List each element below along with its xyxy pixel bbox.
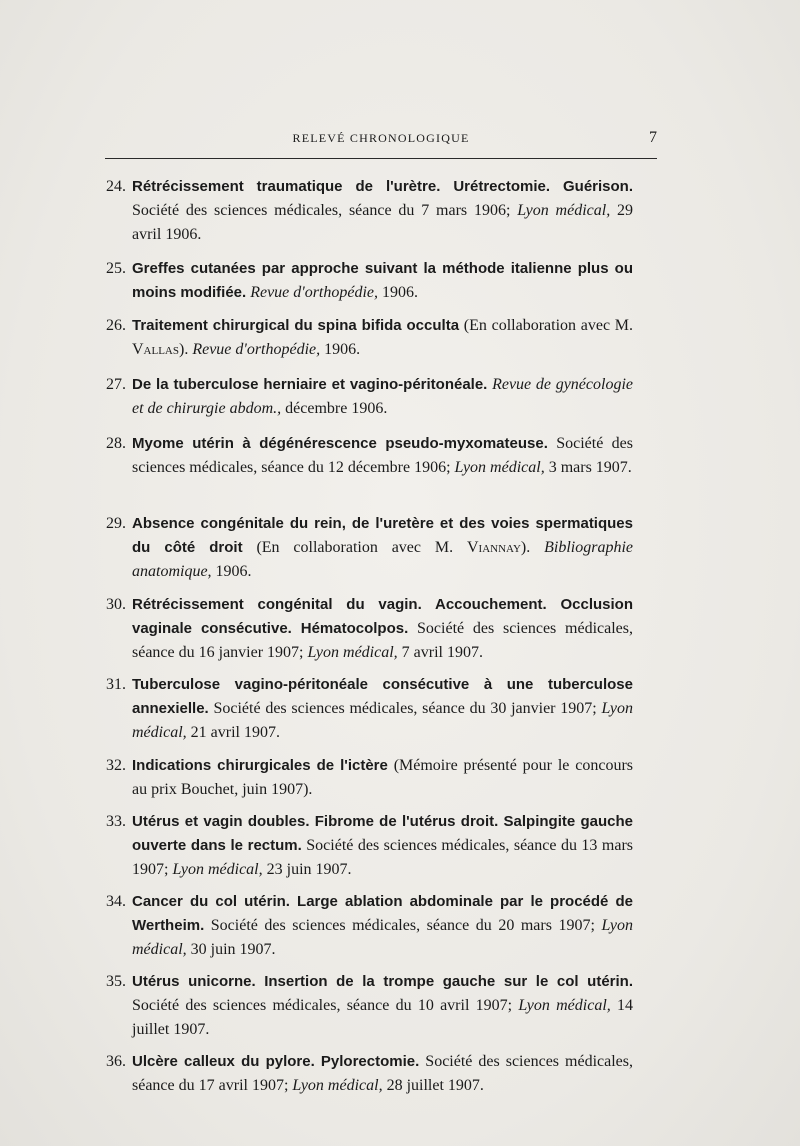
entry-28: [106, 432, 633, 480]
entry-text: Société des sciences médicales, séance du 10 avril 1907;: [132, 997, 519, 1014]
entry-number: 29.: [106, 515, 126, 532]
entry-text: Société des sciences médicales, séance du 16 janvier 1907;: [132, 620, 633, 661]
entry-date: 1906.: [378, 284, 419, 301]
entry-text: Société des sciences médicales, séance du 17 avril 1907;: [132, 1053, 633, 1094]
entry-date: décembre 1906.: [281, 400, 388, 417]
entry-number: 33.: [106, 813, 126, 830]
entry-32: [106, 754, 633, 802]
entry-title: Traitement chirurgical du spina bifida occulta: [132, 317, 460, 334]
entry-date: 1906.: [320, 341, 361, 358]
entry-journal: Lyon médical,: [518, 997, 611, 1014]
entry-text: (Mémoire présenté pour le concours au prix Bouchet, juin 1907).: [132, 757, 633, 798]
entry-number: 28.: [106, 435, 126, 452]
entry-author: Viannay: [466, 539, 521, 556]
entry-journal: Revue d'orthopédie,: [250, 284, 379, 301]
entry-number: 36.: [106, 1053, 126, 1070]
entry-25: [106, 257, 633, 305]
entry-journal: Lyon médical,: [132, 700, 633, 741]
entry-number: 34.: [106, 893, 126, 910]
entry-number: 27.: [106, 376, 126, 393]
entry-text: Société des sciences médicales, séance du 7 mars 1906;: [132, 202, 518, 219]
entry-31: [106, 673, 633, 745]
entry-journal: Lyon médical,: [292, 1077, 383, 1094]
entry-date: 3 mars 1907.: [544, 459, 632, 476]
entry-date: 21 avril 1907.: [186, 724, 280, 741]
entry-title: Utérus et vagin doubles. Fibrome de l'utérus droit. Salpingite gauche ouverte dans le rectum.: [132, 813, 633, 854]
entry-title: Utérus unicorne. Insertion de la trompe gauche sur le col utérin.: [132, 973, 633, 990]
entry-36: [106, 1050, 633, 1098]
entry-number: 25.: [106, 260, 126, 277]
entry-number: 24.: [106, 178, 126, 195]
entry-date: 30 juin 1907.: [186, 941, 276, 958]
entry-35: [106, 970, 633, 1042]
running-head: [105, 131, 657, 151]
entry-text: (En collaboration avec M.: [242, 539, 467, 556]
entry-journal: Lyon médical,: [454, 459, 545, 476]
entry-text: Société des sciences médicales, séance du 20 mars 1907;: [204, 917, 602, 934]
entry-text: Société des sciences médicales, séance du 12 décembre 1906;: [132, 435, 633, 476]
entry-title: Myome utérin à dégénérescence pseudo-myxomateuse.: [132, 435, 548, 452]
entry-title: Indications chirurgicales de l'ictère: [132, 757, 388, 774]
entry-date: 14 juillet 1907.: [132, 997, 634, 1038]
entry-30: [106, 593, 633, 665]
entry-title: De la tuberculose herniaire et vagino-péritonéale.: [132, 376, 488, 393]
entry-title: Rétrécissement congénital du vagin. Accouchement. Occlusion vaginale consécutive. Hématocolpos.: [132, 596, 633, 637]
entry-journal: Lyon médical,: [517, 202, 611, 219]
entry-27: [106, 373, 633, 421]
entry-number: 32.: [106, 757, 126, 774]
entry-title: Ulcère calleux du pylore. Pylorectomie.: [132, 1053, 420, 1070]
entry-date: 29 avril 1906.: [132, 202, 634, 243]
entry-text: Société des sciences médicales, séance du 13 mars 1907;: [132, 837, 633, 878]
entry-26: [106, 314, 633, 362]
entry-title: Greffes cutanées par approche suivant la méthode italienne plus ou moins modifiée.: [132, 260, 633, 301]
entry-journal: Revue d'orthopédie,: [192, 341, 321, 358]
entry-number: 35.: [106, 973, 126, 990]
entry-text: (En collaboration avec M.: [459, 317, 634, 334]
page-number: 7: [649, 129, 657, 146]
entry-text: Société des sciences médicales, séance du 30 janvier 1907;: [208, 700, 602, 717]
entry-title: Cancer du col utérin. Large ablation abdominale par le procédé de Wertheim.: [132, 893, 633, 934]
entry-date: 7 avril 1907.: [397, 644, 483, 661]
entry-text-cont: ).: [520, 539, 545, 556]
entry-date: 23 juin 1907.: [262, 861, 352, 878]
entry-journal: Bibliographie anatomique,: [132, 539, 634, 580]
entry-journal: Lyon médical,: [172, 861, 263, 878]
entry-title: Absence congénitale du rein, de l'uretère et des voies spermatiques du côté droit: [132, 515, 633, 556]
entry-number: 31.: [106, 676, 126, 693]
entry-29: [106, 512, 633, 584]
entry-number: 30.: [106, 596, 126, 613]
entry-journal: Revue de gynécologie et de chirurgie abdom.,: [132, 376, 633, 417]
entry-journal: Lyon médical,: [132, 917, 633, 958]
entry-author: Vallas: [132, 341, 179, 358]
entry-date: 1906.: [211, 563, 252, 580]
entry-title: Tuberculose vagino-péritonéale consécutive à une tuberculose annexielle.: [132, 676, 633, 717]
entry-title: Rétrécissement traumatique de l'urètre. Urétrectomie. Guérison.: [132, 178, 633, 195]
entry-date: 28 juillet 1907.: [382, 1077, 484, 1094]
entry-33: [106, 810, 633, 882]
entry-journal: Lyon médical,: [307, 644, 398, 661]
entry-24: [106, 175, 633, 247]
entry-number: 26.: [106, 317, 126, 334]
entry-text-cont: ).: [179, 341, 193, 358]
entry-34: [106, 890, 633, 962]
running-head-title: RELEVÉ CHRONOLOGIQUE: [292, 131, 470, 145]
header-rule: [105, 158, 657, 159]
